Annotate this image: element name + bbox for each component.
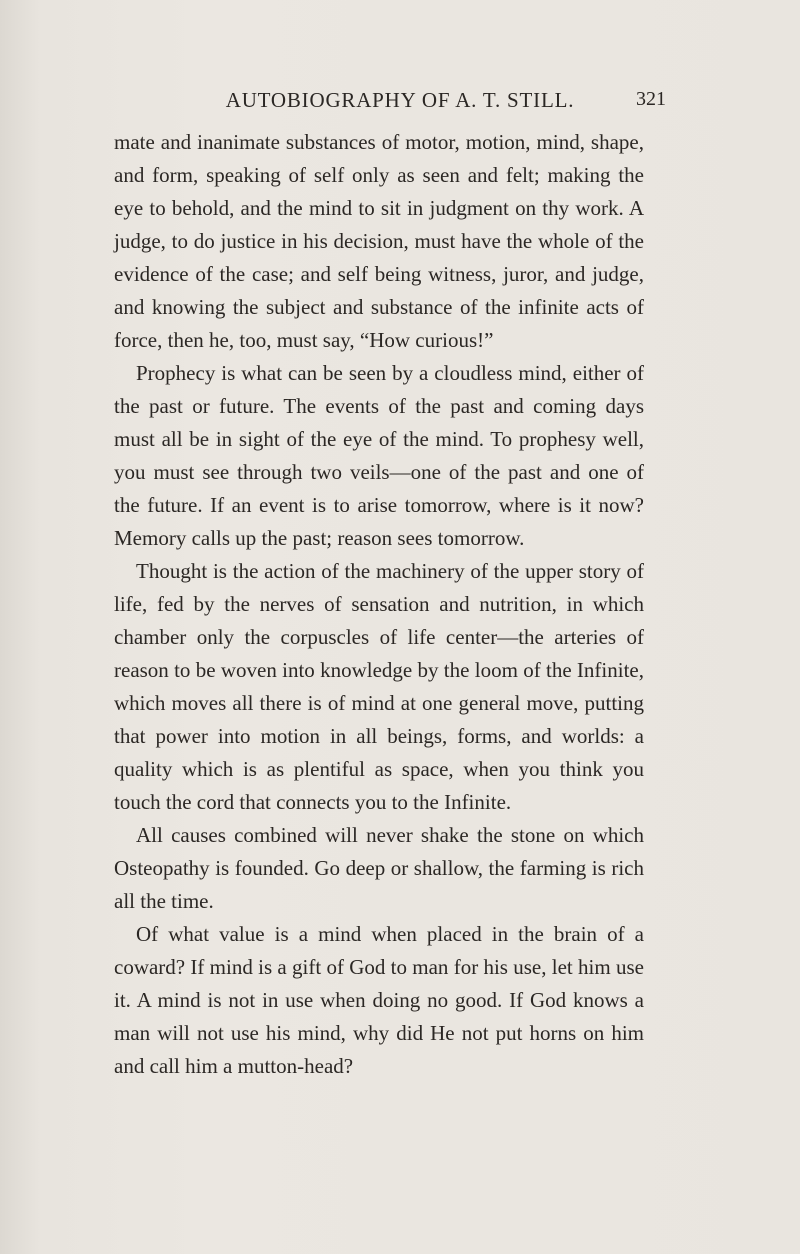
body-text	[114, 126, 644, 1083]
page-number: 321	[636, 88, 666, 110]
paragraph-mind-value: Of what value is a mind when placed in the brain of a coward? If mind is a gift of God to man for his use, let him use it. A mind is not in use when doing no good. If God knows a man will not use his mind, why did He not put horns on him and call him a mutton-head?	[114, 922, 644, 1078]
paragraph-continued: mate and inanimate substances of motor, motion, mind, shape, and form, speaking of self only as seen and felt; making the eye to behold, and the mind to sit in judgment on thy work. A judge, to do justice in his decision, must have the whole of the evidence of the case; and self being witness, juror, and judge, and knowing the subject and substance of the infinite acts of force, then he, too, must say, “How curious!”	[114, 130, 644, 352]
running-title: AUTOBIOGRAPHY OF A. T. STILL.	[225, 88, 575, 112]
paragraph-prophecy: Prophecy is what can be seen by a cloudless mind, either of the past or future. The events of the past and coming days must all be in sight of the eye of the mind. To prophesy well, you must see through two veils—one of the past and one of the future. If an event is to arise tomorrow, where is it now? Memory calls up the past; reason sees tomorrow.	[114, 361, 644, 550]
paragraph-thought: Thought is the action of the machinery of the upper story of life, fed by the nerves of sensation and nutrition, in which chamber only the corpuscles of life center—the arteries of reason to be woven into knowledge by the loom of the Infinite, which moves all there is of mind at one general move, putting that power into motion in all beings, forms, and worlds: a quality which is as plentiful as space, when you think you touch the cord that connects you to the Infinite.	[114, 559, 644, 814]
paragraph-causes: All causes combined will never shake the stone on which Osteopathy is founded. Go deep or shallow, the farming is rich all the time.	[114, 823, 644, 913]
